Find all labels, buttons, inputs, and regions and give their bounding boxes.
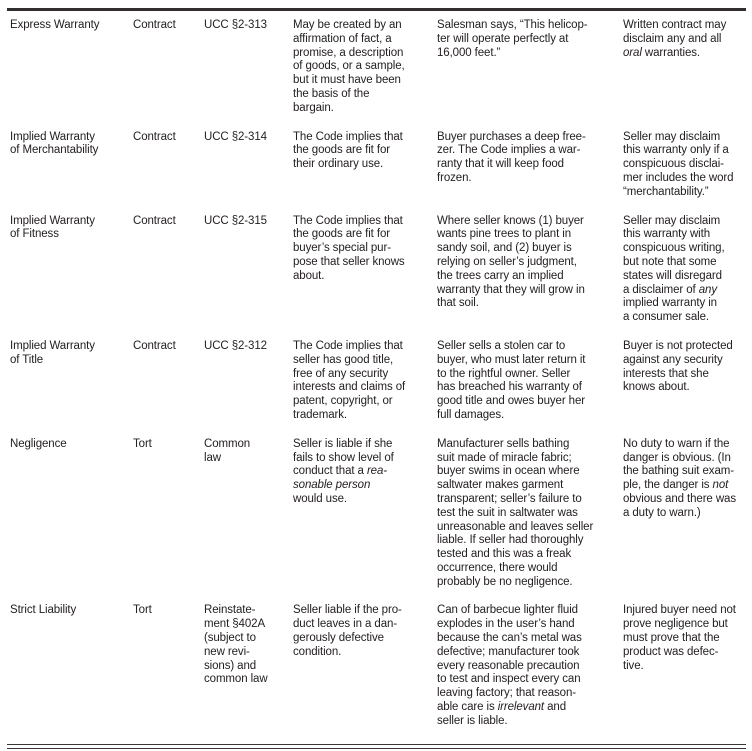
law-type-cell: Tort (133, 604, 152, 617)
theory-cell: Implied Warranty of Fitness (10, 214, 95, 241)
table-row-negligence (10, 438, 752, 590)
law-type-cell: Contract (133, 214, 176, 227)
example-cell: Seller sells a stolen car to buyer, who must later return it to the rightful owner. Seller has breached his warranty of good title and owes buyer her full damages. (437, 339, 586, 421)
statute-cell: Common law (204, 437, 251, 464)
theory-cell: Implied Warranty of Title (10, 339, 95, 366)
statute-cell: Reinstate- ment §402A (subject to new revi- sions) and common law (204, 604, 268, 686)
liability-theories-table (0, 11, 752, 729)
theory-cell: Implied Warranty of Merchantability (10, 130, 99, 157)
note-cell: Written contract may disclaim any and all oral warranties. (623, 19, 727, 59)
table-bottom-rule (7, 744, 746, 749)
table-row-express-warranty (10, 19, 752, 116)
definition-cell: Seller liable if the pro- duct leaves in a dan- gerously defective condition. (293, 604, 402, 658)
table-row-implied-warranty-fitness (10, 215, 752, 325)
note-cell: Seller may disclaim this warranty only if a conspicuous disclai- mer includes the word “merchantability.” (623, 130, 734, 198)
statute-cell: UCC §2-315 (204, 214, 267, 227)
note-cell: No duty to warn if the danger is obvious. (In the bathing suit exam- ple, the danger is not obvious and there was a duty to warn.) (623, 437, 736, 519)
theory-cell: Express Warranty (10, 19, 100, 31)
example-cell: Where seller knows (1) buyer wants pine trees to plant in sandy soil, and (2) buyer is relying on seller’s judgment, the trees carry an implied warranty that they will grow in that soil. (437, 214, 585, 310)
definition-cell: The Code implies that the goods are fit for buyer’s special pur- pose that seller knows about. (293, 214, 405, 282)
definition-cell: Seller is liable if she fails to show level of conduct that a rea- sonable person would use. (293, 437, 394, 505)
note-cell: Injured buyer need not prove negligence but must prove that the product was defec- tive. (623, 604, 736, 672)
theory-cell: Strict Liability (10, 604, 77, 617)
note-cell: Buyer is not protected against any security interests that she knows about. (623, 339, 733, 394)
example-cell: Can of barbecue lighter fluid explodes in the user’s hand because the can’s metal was defective; manufacturer took every reasonable precaution to test and inspect every can leaving factory; that reason- able care is irrelevant and seller is liable. (437, 604, 582, 727)
theory-cell: Negligence (10, 437, 67, 450)
note-cell: Seller may disclaim this warranty with conspicuous writing, but note that some states will disregard a disclaimer of any implied warranty in a consumer sale. (623, 214, 725, 324)
example-cell: Salesman says, “This helicop- ter will operate perfectly at 16,000 feet.” (437, 19, 588, 59)
table-row-implied-warranty-merchantability (10, 131, 752, 200)
example-cell: Buyer purchases a deep free- zer. The Code implies a war- ranty that it will keep food frozen. (437, 130, 586, 184)
example-cell: Manufacturer sells bathing suit made of miracle fabric; buyer swims in ocean where saltwater makes garment transparent; seller’s failure to test the suit in saltwater was unreasonable and leaves seller liable. If seller had thoroughly tested and this was a freak occurrence, there would probably be no negligence. (437, 437, 594, 588)
statute-cell: UCC §2-312 (204, 339, 267, 352)
definition-cell: May be created by an affirmation of fact, a promise, a description of goods, or a sample, but it must have been the basis of the bargain. (293, 19, 405, 114)
definition-cell: The Code implies that the goods are fit for their ordinary use. (293, 130, 403, 171)
statute-cell: UCC §2-314 (204, 130, 267, 143)
definition-cell: The Code implies that seller has good title, free of any security interests and claims of patent, copyright, or trademark. (293, 339, 406, 421)
statute-cell: UCC §2-313 (204, 19, 267, 31)
law-type-cell: Contract (133, 130, 176, 143)
law-type-cell: Contract (133, 339, 176, 352)
law-type-cell: Contract (133, 19, 176, 31)
table-row-strict-liability (10, 604, 752, 728)
law-type-cell: Tort (133, 437, 152, 450)
table-row-implied-warranty-title (10, 340, 752, 423)
